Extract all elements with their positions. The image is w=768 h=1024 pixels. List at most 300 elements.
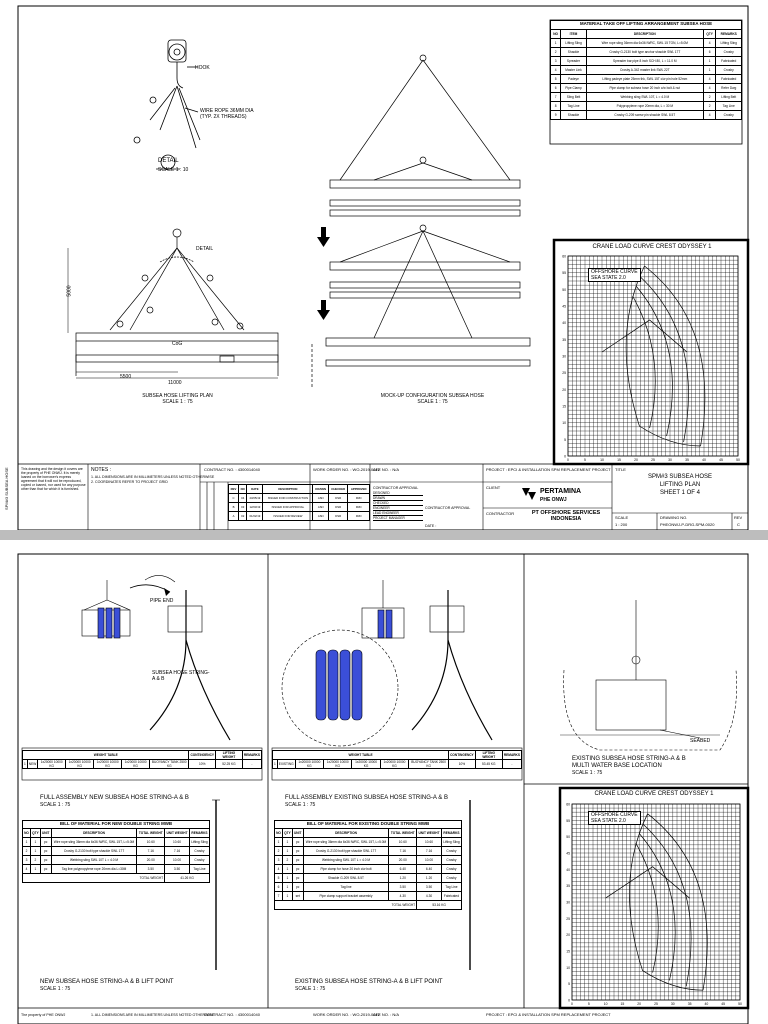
table-cell: 3.50	[137, 865, 165, 874]
table-cell: Wire rope sling 36mm dia 6x36 IWRC, SWL 15T, L=5.0M	[303, 838, 389, 847]
table-cell: 3	[23, 856, 31, 865]
plan-view-title: SUBSEA HOSE LIFTING PLAN	[142, 393, 213, 399]
table-cell: 1	[283, 838, 293, 847]
table-header: NO	[551, 30, 561, 39]
table-cell: 1x20000 10000 KG	[66, 760, 94, 769]
title-line-2: LIFTING PLAN	[659, 482, 701, 488]
revision-table	[228, 484, 370, 521]
afe-no: AFE NO. : N/A	[373, 467, 400, 472]
approval-field: CHECKED	[373, 501, 423, 506]
table-cell: Spreader bar pipe 8 inch SCH 80, L = 11.0 M	[586, 57, 703, 66]
pertamina-logo	[522, 488, 536, 500]
table-cell: 3.50	[417, 883, 442, 892]
table-header: NO	[239, 485, 247, 494]
table-cell: 1	[273, 760, 278, 769]
table-cell: 10.60	[165, 838, 190, 847]
dim-height: 5000	[66, 285, 73, 297]
sheet-side-label: SPM#3 SUBSEA HOSE	[4, 467, 9, 510]
table-cell: Crosby	[716, 48, 742, 57]
table-cell: Lifting Sling	[561, 39, 587, 48]
dim-sub: 5500	[120, 374, 132, 380]
new-assembly-scale: SCALE 1 : 75	[40, 802, 71, 808]
pipe-label: PIPE END	[150, 598, 174, 604]
crane-legend-2: OFFSHORE CURVE SEA STATE 2.0	[588, 811, 641, 825]
table-cell: Crosby	[716, 66, 742, 75]
table-cell: Webbing sling SWL 10T L = 4.0 M	[51, 856, 137, 865]
approvals-title: CONTRACTOR APPROVAL	[373, 486, 419, 490]
x-tick-label: 10	[603, 1002, 608, 1006]
table-cell: DSR	[329, 503, 348, 512]
table-cell: -	[242, 760, 261, 769]
y-tick-label: 10	[566, 965, 570, 970]
curved-arrow-icon	[130, 585, 170, 592]
y-tick-label: 20	[566, 933, 570, 938]
mto-row	[551, 39, 742, 48]
table-cell: 7.16	[389, 847, 417, 856]
table-header: REMARKS	[441, 829, 461, 838]
new-lift-scale: SCALE 1 : 75	[40, 986, 71, 992]
table-cell: 10.00	[165, 856, 190, 865]
title-line-3: SHEET 1 OF 4	[660, 490, 700, 496]
table-cell: 1	[31, 838, 41, 847]
table-cell: 4	[703, 39, 716, 48]
y-tick-label: 35	[566, 884, 570, 889]
total-value: 53.16 KG	[417, 901, 462, 910]
table-cell: 6.40	[389, 865, 417, 874]
mto-row	[551, 84, 742, 93]
title-line-1: SPM#3 SUBSEA HOSE	[647, 474, 713, 480]
table-cell: 6	[703, 48, 716, 57]
x-tick-label: 5	[587, 1002, 590, 1006]
scale-value: 1 : 200	[615, 522, 628, 527]
table-cell: 4	[275, 865, 283, 874]
notes-heading: NOTES :	[91, 467, 112, 473]
table-cell: 1	[23, 760, 28, 769]
y-tick-label: 40	[562, 321, 566, 326]
table-cell: -	[502, 760, 521, 769]
table-cell: 4	[703, 75, 716, 84]
plan-view-scale: SCALE 1 : 75	[162, 399, 193, 405]
bom-existing-title: BILL OF MATERIAL FOR EXISTING DOUBLE STRING MWB	[274, 820, 462, 829]
table-header: REMARKS	[502, 751, 521, 760]
mto-table	[550, 29, 742, 120]
x-tick-label: 50	[736, 458, 740, 462]
table-cell: 6	[551, 84, 561, 93]
table-header: APPROVED	[348, 485, 370, 494]
x-tick-label: 45	[719, 458, 723, 462]
table-cell: 23/05/19	[247, 494, 263, 503]
table-header: CHECKED	[329, 485, 348, 494]
scale-label: SCALE	[615, 515, 629, 520]
table-cell: Crosby	[441, 856, 461, 865]
table-cell: EXISTING	[277, 760, 295, 769]
table-cell: ISSUED FOR REVIEW	[263, 512, 313, 521]
table-cell: C	[229, 494, 239, 503]
table-header: QTY	[31, 829, 41, 838]
y-tick-label: 25	[562, 371, 566, 376]
table-cell: B	[229, 503, 239, 512]
approval-field: LEAD ENGINEER	[373, 511, 423, 516]
sheet-separator	[0, 530, 768, 540]
table-cell: pc	[40, 856, 51, 865]
bom-row	[23, 856, 210, 865]
table-cell: ISSUED FOR APPROVAL	[263, 503, 313, 512]
table-header: NO	[275, 829, 283, 838]
table-cell: ASN	[313, 512, 329, 521]
rev-label: REV	[734, 515, 743, 520]
y-tick-label: 30	[562, 354, 566, 359]
y-tick-label: 10	[562, 421, 566, 426]
mto-row	[551, 111, 742, 120]
table-cell: 4	[551, 66, 561, 75]
table-cell: pc	[292, 883, 303, 892]
y-tick-label: 35	[562, 337, 566, 342]
table-cell: 53.45 KG	[475, 760, 502, 769]
table-header: ITEM	[561, 30, 587, 39]
table-header: QTY	[283, 829, 293, 838]
new-hose-bundle-drawing	[82, 575, 230, 970]
x-tick-label: 40	[702, 458, 706, 462]
revision-row	[229, 494, 370, 503]
table-cell: 2	[551, 48, 561, 57]
table-cell: 7	[551, 93, 561, 102]
table-cell: pc	[40, 847, 51, 856]
table-cell: 4	[23, 865, 31, 874]
table-cell: FRD	[348, 503, 370, 512]
table-cell: ASN	[313, 503, 329, 512]
y-tick-label: 30	[566, 900, 570, 905]
table-cell: 20.00	[389, 856, 417, 865]
table-cell: Crosby	[716, 111, 742, 120]
table-cell: 2	[275, 847, 283, 856]
crane-load-curve-chart-2	[566, 803, 742, 1007]
bottom-property: The property of PHE ONWJ	[21, 1013, 66, 1017]
table-header: UNIT WEIGHT	[417, 829, 442, 838]
table-cell: Pipe clamp for subsea hose 20 inch c/w bolt & nut	[586, 84, 703, 93]
table-header: QTY	[703, 30, 716, 39]
rev-value: C	[737, 522, 740, 527]
contractor-name: PT OFFSHORE SERVICES INDONESIA	[531, 510, 601, 522]
table-cell: Polypropylene rope 20mm dia, L = 30 M	[586, 102, 703, 111]
table-cell: Shackle G-209 SWL 8.5T	[303, 874, 389, 883]
y-tick-label: 0	[568, 998, 570, 1003]
table-header: REMARKS	[716, 30, 742, 39]
table-cell: 1	[283, 892, 293, 901]
table-header: REV	[229, 485, 239, 494]
x-tick-label: 15	[620, 1002, 625, 1006]
y-tick-label: 5	[568, 982, 570, 987]
crane-chart-title-2: CRANE LOAD CURVE CREST ODYSSEY 1	[594, 791, 714, 797]
bom-existing-table	[274, 828, 462, 910]
y-tick-label: 45	[562, 304, 566, 309]
x-tick-label: 25	[651, 458, 655, 462]
mto-row	[551, 93, 742, 102]
y-tick-label: 50	[566, 835, 570, 840]
existing-assembly-title: FULL ASSEMBLY EXISTING SUBSEA HOSE STRING-A & B	[285, 795, 448, 801]
work-order-no: WORK ORDER NO. : WO-2019-0012	[313, 467, 380, 472]
bom-new-table	[22, 828, 210, 883]
cog-label-plan: CoG	[172, 341, 183, 347]
plan-view-drawing	[68, 229, 278, 378]
client-name: PERTAMINA	[540, 488, 582, 495]
weight-table-heading: WEIGHT TABLE	[273, 751, 449, 760]
table-cell: 1	[283, 874, 293, 883]
table-header: CONTINGENCY	[449, 751, 476, 760]
table-cell: FRD	[348, 512, 370, 521]
x-tick-label: 35	[685, 458, 689, 462]
revision-row	[229, 503, 370, 512]
table-cell: 1	[551, 39, 561, 48]
table-cell: Padeye	[561, 75, 587, 84]
table-cell: 3.50	[389, 883, 417, 892]
x-tick-label: 15	[617, 458, 621, 462]
bom-row	[275, 838, 462, 847]
x-tick-label: 45	[721, 1002, 726, 1006]
note-1: 1. ALL DIMENSIONS ARE IN MILLIMETERS UNLESS NOTED OTHERWISE	[91, 475, 215, 479]
bom-row	[275, 847, 462, 856]
table-cell: Tag Line	[561, 102, 587, 111]
table-cell: 2	[31, 856, 41, 865]
table-cell: Fabricated	[441, 892, 461, 901]
table-cell: Webbing sling SWL 10T L = 4.0 M	[303, 856, 389, 865]
y-tick-label: 25	[566, 916, 570, 921]
x-tick-label: 35	[687, 1002, 692, 1006]
y-tick-label: 20	[562, 387, 566, 392]
float-label: SUBSEA HOSE STRING-A & B	[152, 670, 210, 682]
table-cell: NEW	[27, 760, 37, 769]
drawing-sheet-2	[0, 540, 768, 1024]
table-cell: 1x20000 10000 KG	[352, 760, 380, 769]
mwb-sub: MULTI WATER BASE LOCATION	[572, 763, 662, 769]
project-name: PROJECT : EPCI & INSTALLATION SPM REPLACEMENT PROJECT	[486, 467, 611, 472]
weight-table-new	[22, 750, 262, 769]
bom-row	[23, 865, 210, 874]
client-label: CLIENT	[486, 485, 501, 490]
wire-rope-label: WIRE ROPE 36MM DIA (TYP. 2X THREADS)	[200, 108, 254, 120]
property-notice: This drawing and the design it covers are the property of PHE ONWJ. It is merely loaned on the borrower's express agreement that it will not be reproduced, copied or loaned, nor used for any purpose other than that for which it is furnished.	[21, 467, 86, 491]
table-cell: 6	[275, 883, 283, 892]
table-cell: 1x20000 10000 KG	[380, 760, 408, 769]
bom-new-title: BILL OF MATERIAL FOR NEW DOUBLE STRING MWB	[22, 820, 210, 829]
table-cell: 1x20000 10000 KG	[122, 760, 150, 769]
load-curve	[643, 824, 692, 987]
x-tick-label: 20	[637, 1002, 642, 1006]
weight-table-existing	[272, 750, 522, 769]
x-tick-label: 30	[668, 458, 672, 462]
mockup-title: MOCK-UP CONFIGURATION SUBSEA HOSE	[380, 393, 485, 399]
sheet-2-drawing	[0, 540, 768, 1024]
table-cell: Master Link	[561, 66, 587, 75]
table-cell: Tag Line	[716, 102, 742, 111]
weight-table-heading: WEIGHT TABLE	[23, 751, 189, 760]
table-cell: 1	[275, 838, 283, 847]
bom-row	[275, 856, 462, 865]
hook-label: HOOK	[195, 65, 210, 71]
table-cell: Tag Line	[441, 883, 461, 892]
table-cell: Crosby G-2130 bolt type shackle SWL 17T	[303, 847, 389, 856]
client-sub: PHE ONWJ	[540, 497, 567, 503]
table-cell: 10%	[189, 760, 216, 769]
table-cell: 52.25 KG	[216, 760, 243, 769]
table-cell: 1	[31, 865, 41, 874]
table-cell: Lifting Sling	[189, 838, 209, 847]
x-tick-label: 25	[654, 1002, 658, 1006]
y-tick-label: 45	[566, 851, 570, 856]
table-header: LIFTING WEIGHT	[475, 751, 502, 760]
new-assembly-title: FULL ASSEMBLY NEW SUBSEA HOSE STRING-A & B	[40, 795, 189, 801]
table-header: DESCRIPTION	[586, 30, 703, 39]
table-cell: Refer Dwg	[716, 84, 742, 93]
table-cell: 1x20000 10000 KG	[295, 760, 323, 769]
table-cell: BUOYANCY TANK 2500 KG	[150, 760, 189, 769]
table-cell: 6.40	[417, 865, 442, 874]
table-cell: ASN	[313, 494, 329, 503]
y-tick-label: 50	[562, 287, 566, 292]
table-cell: FRD	[348, 494, 370, 503]
y-tick-label: 15	[562, 404, 566, 409]
table-cell: Crosby	[441, 865, 461, 874]
table-cell: Tag Line	[189, 865, 209, 874]
approval-field: DESIGNED	[373, 491, 423, 496]
table-cell: 12/03/19	[247, 503, 263, 512]
table-cell: Sling Belt	[561, 93, 587, 102]
table-header: REMARKS	[242, 751, 261, 760]
detail-hook-drawing	[134, 40, 200, 169]
table-cell: Fabricated	[716, 57, 742, 66]
approvals-list	[373, 491, 423, 521]
table-cell: 9	[551, 111, 561, 120]
table-cell: 2	[283, 856, 293, 865]
table-cell: Pipe clamp for hose 20 inch c/w bolt	[303, 865, 389, 874]
table-cell: 7.16	[137, 847, 165, 856]
table-cell: Lifting Belt	[716, 93, 742, 102]
detail-label: DETAIL	[158, 158, 179, 164]
x-tick-label: 5	[584, 458, 586, 462]
y-tick-label: 15	[566, 949, 570, 954]
title-label: TITLE	[615, 467, 626, 472]
table-cell: Crosby G-209 screw pin shackle SWL 8.5T	[586, 111, 703, 120]
x-tick-label: 20	[634, 458, 638, 462]
x-tick-label: 40	[704, 1002, 709, 1006]
total-label: TOTAL WEIGHT	[275, 901, 417, 910]
mto-row	[551, 48, 742, 57]
table-cell: Webbing sling SWL 10T, L = 4.0 M	[586, 93, 703, 102]
bottom-work-order: WORK ORDER NO. : WO-2019-0012	[313, 1012, 380, 1017]
revision-row	[229, 512, 370, 521]
total-label: TOTAL WEIGHT	[23, 874, 165, 883]
table-header: UNIT	[292, 829, 303, 838]
x-tick-label: 50	[738, 1002, 742, 1006]
dim-length: 11000	[168, 380, 182, 386]
table-cell: 1	[283, 847, 293, 856]
table-cell: Tag line	[303, 883, 389, 892]
drawing-no-label: DRAWING NO.	[660, 515, 688, 520]
bom-row	[275, 883, 462, 892]
table-cell: Crosby G-2130 bolt type anchor shackle SWL 17T	[586, 48, 703, 57]
down-arrow-icon	[317, 227, 330, 320]
arrow-head-icon	[164, 588, 170, 596]
bom-row	[23, 847, 210, 856]
load-curve	[639, 276, 688, 442]
new-lift-title: NEW SUBSEA HOSE STRING-A & B LIFT POINT	[40, 979, 174, 985]
table-header: DESCRIPTION	[51, 829, 137, 838]
table-cell: 02	[239, 512, 247, 521]
table-cell: pc	[292, 865, 303, 874]
table-cell: 1	[703, 57, 716, 66]
table-cell: 5	[551, 75, 561, 84]
table-cell: Wire rope sling 36mm dia 6x36 IWRC, SWL 15T, L=5.0M	[51, 838, 137, 847]
bom-row	[275, 865, 462, 874]
mockup-drawing	[312, 55, 530, 388]
mwb-scale: SCALE 1 : 75	[572, 770, 603, 776]
table-cell: ISSUED FOR CONSTRUCTION	[263, 494, 313, 503]
table-cell: Fabricated	[716, 75, 742, 84]
detail-callout: DETAIL	[196, 246, 214, 252]
table-cell: Tag line polypropylene rope 20mm dia L=30M	[51, 865, 137, 874]
x-tick-label: 30	[670, 1002, 675, 1006]
table-cell: Crosby	[189, 847, 209, 856]
mto-row	[551, 102, 742, 111]
table-header: DRAWN	[313, 485, 329, 494]
existing-lift-scale: SCALE 1 : 75	[295, 986, 326, 992]
table-cell: BUOYANCY TANK 2500 KG	[409, 760, 449, 769]
x-tick-label: 0	[571, 1002, 573, 1006]
table-cell: 1.20	[417, 874, 442, 883]
table-header: DESCRIPTION	[303, 829, 389, 838]
table-cell: 01/02/19	[247, 512, 263, 521]
total-row	[23, 874, 210, 883]
table-cell: 4.30	[389, 892, 417, 901]
table-cell: pc	[40, 838, 51, 847]
contract-no: CONTRACT NO. : 4300014040	[204, 467, 260, 472]
contractor-label: CONTRACTOR	[486, 511, 515, 516]
table-cell: 10%	[449, 760, 476, 769]
drawing-no: PHEONWJ-P-DRG-SPM-0020	[660, 522, 715, 527]
table-cell: 04	[239, 494, 247, 503]
table-cell: 3	[551, 57, 561, 66]
bom-row	[275, 892, 462, 901]
crane-load-curve-chart-1	[562, 255, 740, 463]
table-header: DATE	[247, 485, 263, 494]
existing-assembly-scale: SCALE 1 : 75	[285, 802, 316, 808]
table-cell: 1	[31, 847, 41, 856]
bottom-contract: CONTRACT NO. : 4300014040	[204, 1012, 260, 1017]
table-cell: 10.60	[417, 838, 442, 847]
bottom-notes: 1. ALL DIMENSIONS ARE IN MILLIMETERS UNLESS NOTED OTHERWISE	[91, 1013, 215, 1017]
mto-table-title: MATERIAL TAKE OFF LIFTING ARRANGEMENT SUBSEA HOSE	[550, 20, 742, 29]
table-cell: 10.00	[417, 856, 442, 865]
y-tick-label: 40	[566, 867, 570, 872]
mwb-drawing	[560, 600, 737, 750]
table-cell: 7	[275, 892, 283, 901]
mto-row	[551, 57, 742, 66]
table-cell: pc	[40, 865, 51, 874]
table-cell: Lifting padeye plate 25mm thk, SWL 15T c/w pin hole 52mm	[586, 75, 703, 84]
crane-chart-title-1: CRANE LOAD CURVE CREST ODYSSEY 1	[592, 244, 712, 250]
crane-legend-1: OFFSHORE CURVE SEA STATE 2.0	[588, 268, 641, 282]
table-cell: 10.60	[137, 838, 165, 847]
table-cell: 3	[275, 856, 283, 865]
date-label: DATE :	[425, 524, 437, 528]
x-tick-label: 0	[567, 458, 569, 462]
mto-row	[551, 75, 742, 84]
table-cell: Crosby A-342 master link SWL 22T	[586, 66, 703, 75]
table-cell: 1x20000 10000 KG	[324, 760, 352, 769]
table-cell: 03	[239, 503, 247, 512]
table-cell: 2	[703, 102, 716, 111]
table-cell: set	[292, 892, 303, 901]
client-approval: CONTRACTOR APPROVAL	[425, 506, 471, 510]
